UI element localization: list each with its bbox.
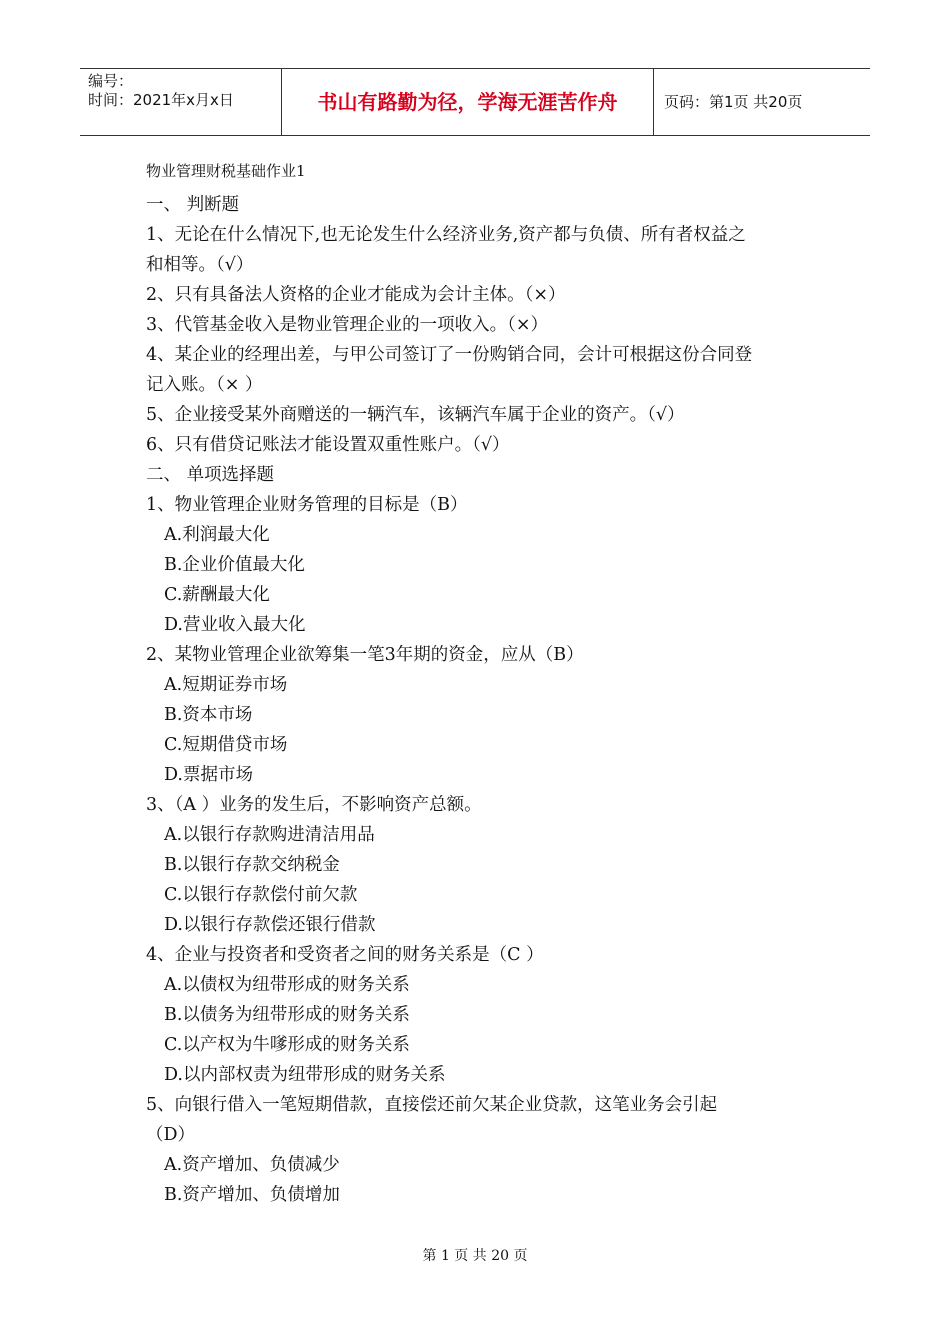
- text-line: 一、 判断题: [146, 195, 240, 215]
- header-meta: [80, 69, 282, 135]
- text-line: 5、企业接受某外商赠送的一辆汽车，该辆汽车属于企业的资产。（√）: [146, 405, 685, 425]
- text-line: D.票据市场: [164, 765, 253, 785]
- text-line: B.企业价值最大化: [164, 555, 305, 575]
- text-line: A.资产增加、负债减少: [164, 1155, 340, 1175]
- text-line: 1、物业管理企业财务管理的目标是（B）: [146, 495, 468, 515]
- header-motto: 书山有路勤为径，学海无涯苦作舟: [282, 69, 654, 135]
- text-line: 5、向银行借入一笔短期借款，直接偿还前欠某企业贷款，这笔业务会引起: [146, 1095, 718, 1115]
- text-line: B.以银行存款交纳税金: [164, 855, 340, 875]
- text-line: C.以产权为牛嗲形成的财务关系: [164, 1035, 410, 1055]
- text-line: B.资产增加、负债增加: [164, 1185, 340, 1205]
- text-line: （D）: [146, 1125, 196, 1145]
- text-line: D.以银行存款偿还银行借款: [164, 915, 376, 935]
- text-line: 二、 单项选择题: [146, 465, 275, 485]
- text-line: 6、只有借贷记账法才能设置双重性账户。（√）: [146, 435, 510, 455]
- text-line: C.以银行存款偿付前欠款: [164, 885, 358, 905]
- text-line: 4、某企业的经理出差，与甲公司签订了一份购销合同，会计可根据这份合同登: [146, 345, 753, 365]
- text-line: A.以债权为纽带形成的财务关系: [164, 975, 410, 995]
- text-line: A.短期证券市场: [164, 675, 288, 695]
- text-line: B.资本市场: [164, 705, 253, 725]
- text-line: 和相等。（√）: [146, 255, 254, 275]
- text-line: D.以内部权责为纽带形成的财务关系: [164, 1065, 446, 1085]
- text-line: 3、（A ）业务的发生后，不影响资产总额。: [146, 795, 482, 815]
- page-footer: 第 1 页 共 20 页: [422, 1248, 528, 1264]
- number-label: 编号：: [88, 72, 134, 90]
- text-line: A.利润最大化: [164, 525, 270, 545]
- text-line: 3、代管基金收入是物业管理企业的一项收入。（×）: [146, 315, 549, 335]
- document-title: 物业管理财税基础作业1: [146, 162, 306, 180]
- text-line: C.薪酬最大化: [164, 585, 270, 605]
- text-line: 1、无论在什么情况下,也无论发生什么经济业务,资产都与负债、所有者权益之: [146, 225, 746, 245]
- text-line: 2、只有具备法人资格的企业才能成为会计主体。（×）: [146, 285, 566, 305]
- text-line: A.以银行存款购进清洁用品: [164, 825, 375, 845]
- text-line: 4、企业与投资者和受资者之间的财务关系是（C ）: [146, 945, 544, 965]
- document-header: [80, 68, 870, 136]
- header-page-info: 页码：第1页 共20页: [664, 93, 803, 111]
- text-line: 2、某物业管理企业欲筹集一笔3年期的资金，应从（B）: [146, 645, 584, 665]
- text-line: B.以债务为纽带形成的财务关系: [164, 1005, 410, 1025]
- time-label: 时间：2021年x月x日: [88, 91, 234, 109]
- text-line: C.短期借贷市场: [164, 735, 288, 755]
- text-line: 记入账。（× ）: [146, 375, 263, 395]
- text-line: D.营业收入最大化: [164, 615, 306, 635]
